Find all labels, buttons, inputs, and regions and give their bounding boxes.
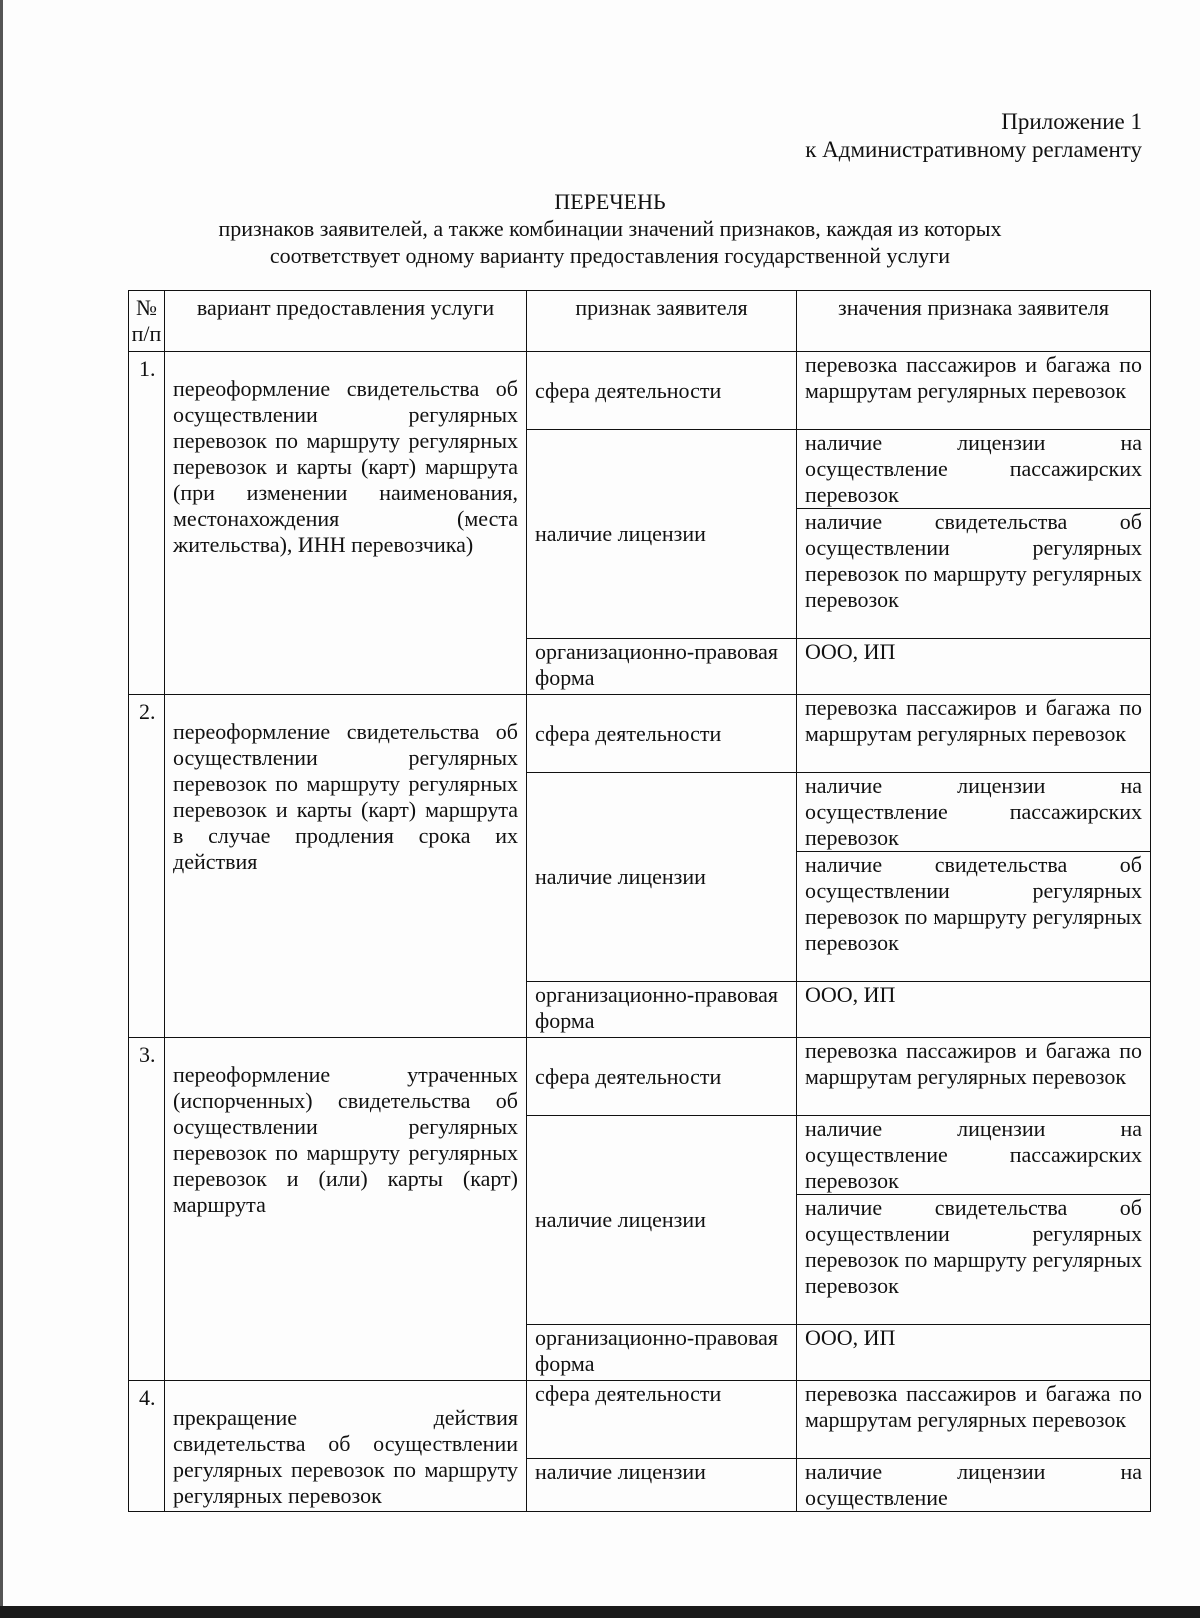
title-main: ПЕРЕЧЕНЬ xyxy=(554,189,666,214)
scan-edge-left xyxy=(0,0,3,1618)
row-value-license-2: наличие свидетельства об осуществлении регулярных перевозок по маршруту регулярных перевозок xyxy=(797,1195,1151,1325)
row-sign-activity: сфера деятельности xyxy=(527,1381,797,1459)
row-value-activity: перевозка пассажиров и багажа по маршрутам регулярных перевозок xyxy=(797,1381,1151,1459)
table-row xyxy=(129,695,1151,773)
row-sign-license: наличие лицензии xyxy=(527,430,797,639)
row-value-form: ООО, ИП xyxy=(797,982,1151,1038)
row-number: 2. xyxy=(129,695,165,1038)
appendix-number: Приложение 1 xyxy=(1001,109,1142,134)
document-title xyxy=(150,188,1070,269)
table-row xyxy=(129,1381,1151,1459)
row-sign-form: организационно-правовая форма xyxy=(527,1325,797,1381)
header-number-sign: № xyxy=(136,295,157,320)
header-value: значения признака заявителя xyxy=(797,291,1151,352)
row-value-activity: перевозка пассажиров и багажа по маршрутам регулярных перевозок xyxy=(797,1038,1151,1116)
row-number: 1. xyxy=(129,352,165,695)
row-value-activity: перевозка пассажиров и багажа по маршрутам регулярных перевозок xyxy=(797,352,1151,430)
row-sign-form: организационно-правовая форма xyxy=(527,639,797,695)
row-value-form: ООО, ИП xyxy=(797,639,1151,695)
row-sign-activity: сфера деятельности xyxy=(527,352,797,430)
row-sign-activity: сфера деятельности xyxy=(527,1038,797,1116)
scan-edge-bottom xyxy=(0,1606,1200,1618)
header-number-abbr: п/п xyxy=(131,321,162,346)
row-value-activity: перевозка пассажиров и багажа по маршрутам регулярных перевозок xyxy=(797,695,1151,773)
row-value-license-2: наличие свидетельства об осуществлении регулярных перевозок по маршруту регулярных перевозок xyxy=(797,509,1151,639)
row-value-license-1: наличие лицензии на осуществление пассажирских перевозок xyxy=(797,773,1151,852)
row-variant: прекращение действия свидетельства об осуществлении регулярных перевозок по маршруту регулярных перевозок xyxy=(165,1381,527,1512)
variants-table xyxy=(128,290,1151,1512)
row-value-form: ООО, ИП xyxy=(797,1325,1151,1381)
table-row xyxy=(129,1038,1151,1116)
row-sign-license: наличие лицензии xyxy=(527,1116,797,1325)
row-value-license-1: наличие лицензии на осуществление пассажирских перевозок xyxy=(797,1116,1151,1195)
row-variant: переоформление свидетельства об осуществлении регулярных перевозок по маршруту регулярных перевозок и карты (карт) маршрута (при изменении наименования, местонахождения (места жительства), ИНН перевозчика) xyxy=(165,352,527,695)
row-value-license-2: наличие свидетельства об осуществлении регулярных перевозок по маршруту регулярных перевозок xyxy=(797,852,1151,982)
row-sign-license: наличие лицензии xyxy=(527,773,797,982)
row-value-license-1: наличие лицензии на осуществление xyxy=(797,1459,1151,1512)
header-variant: вариант предоставления услуги xyxy=(165,291,527,352)
title-sub-line-2: соответствует одному варианту предоставления государственной услуги xyxy=(269,243,951,268)
table-header-row xyxy=(129,291,1151,352)
row-number: 4. xyxy=(129,1381,165,1512)
header-number xyxy=(129,291,165,352)
header-sign: признак заявителя xyxy=(527,291,797,352)
row-sign-form: организационно-правовая форма xyxy=(527,982,797,1038)
title-sub-line-1: признаков заявителей, а также комбинации значений признаков, каждая из которых xyxy=(218,216,1002,241)
row-sign-license: наличие лицензии xyxy=(527,1459,797,1512)
row-value-license-1: наличие лицензии на осуществление пассажирских перевозок xyxy=(797,430,1151,509)
appendix-reference: к Административному регламенту xyxy=(805,137,1142,162)
appendix-header xyxy=(805,108,1142,164)
row-number: 3. xyxy=(129,1038,165,1381)
row-variant: переоформление свидетельства об осуществлении регулярных перевозок по маршруту регулярных перевозок и карты (карт) маршрута в случае продления срока их действия xyxy=(165,695,527,1038)
table-row xyxy=(129,352,1151,430)
row-variant: переоформление утраченных (испорченных) свидетельства об осуществлении регулярных перевозок по маршруту регулярных перевозок и (или) карты (карт) маршрута xyxy=(165,1038,527,1381)
row-sign-activity: сфера деятельности xyxy=(527,695,797,773)
